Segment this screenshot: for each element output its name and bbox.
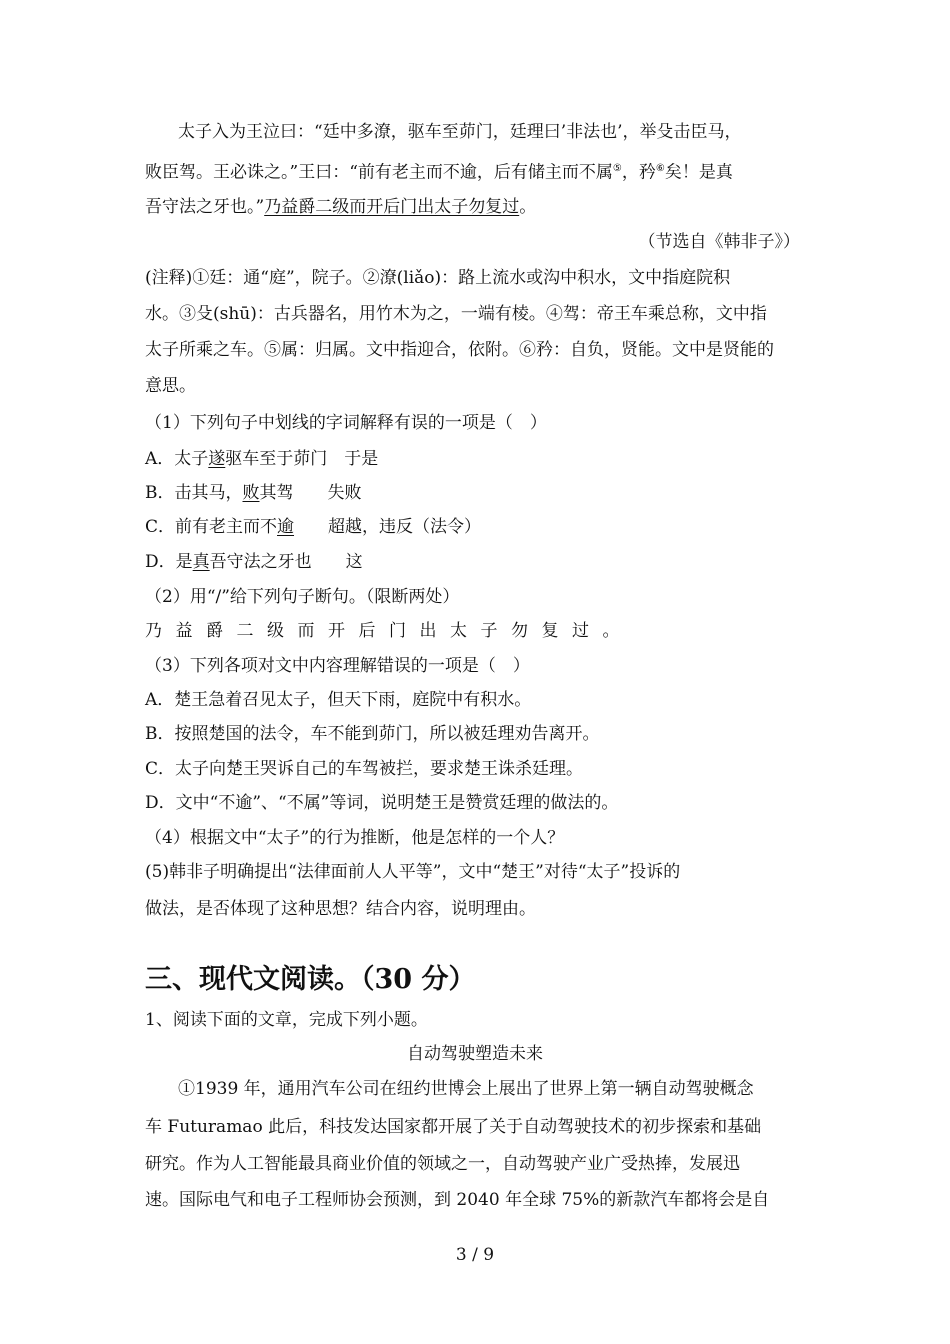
underlined-word: 真	[192, 552, 210, 572]
section-instruction: 1、阅读下面的文章，完成下列小题。	[145, 1010, 428, 1030]
question-1-option-d	[145, 551, 363, 573]
passage-line-2	[145, 158, 733, 184]
option-text: 超越，违反（法令）	[294, 517, 482, 537]
footnote-marker: ⑤	[612, 163, 622, 174]
passage-text: 吾守法之牙也。”	[145, 197, 265, 217]
question-3-option-c: C．太子向楚王哭诉自己的车驾被拦，要求楚王诛杀廷理。	[145, 759, 584, 779]
passage-text: 矣！是真	[664, 162, 733, 183]
question-2-sentence: 乃益爵二级而开后门出太子勿复过。	[145, 621, 633, 641]
question-3: （3）下列各项对文中内容理解错误的一项是（ ）	[145, 656, 530, 676]
notes-line-2: 水。③殳(shū)：古兵器名，用竹木为之，一端有棱。④驾：帝王车乘总称，文中指	[145, 304, 767, 324]
passage-text: 败臣驾。王必诛之。”王曰：“前有老主而不逾，后有储主而不属	[145, 162, 613, 183]
question-5-line-2: 做法，是否体现了这种思想？结合内容，说明理由。	[145, 899, 536, 919]
question-1-option-c	[145, 516, 481, 538]
article-line-4: 速。国际电气和电子工程师协会预测，到 2040 年全球 75%的新款汽车都将会是自	[145, 1190, 770, 1210]
underlined-word: 遂	[208, 449, 226, 469]
option-text: 驱车至于茆门 于是	[225, 449, 379, 469]
question-4: （4）根据文中“太子”的行为推断，他是怎样的一个人？	[145, 828, 565, 848]
question-5-line-1: (5)韩非子明确提出“法律面前人人平等”，文中“楚王”对待“太子”投诉的	[145, 862, 681, 882]
option-text: B．击其马，	[145, 483, 243, 503]
question-3-option-a: A．楚王急着召见太子，但天下雨，庭院中有积水。	[145, 690, 532, 710]
notes-line-4: 意思。	[145, 376, 196, 396]
article-title: 自动驾驶塑造未来	[407, 1044, 543, 1064]
underlined-sentence: 乃益爵二级而开后门出太子勿复过	[264, 197, 520, 217]
question-1-option-b	[145, 482, 362, 504]
question-3-option-b: B．按照楚国的法令，车不能到茆门，所以被廷理劝告离开。	[145, 724, 600, 744]
option-text: D．是	[145, 552, 193, 572]
notes-line-3: 太子所乘之车。⑤属：归属。文中指迎合，依附。⑥矜：自负，贤能。文中是贤能的	[145, 340, 774, 360]
question-1-option-a	[145, 448, 378, 470]
notes-line-1: (注释)①廷：通“庭”，院子。②潦(liǎo)：路上流水或沟中积水，文中指庭院积	[145, 268, 731, 288]
question-3-option-d: D．文中“不逾”、“不属”等词，说明楚王是赞赏廷理的做法的。	[145, 793, 619, 813]
underlined-word: 逾	[277, 517, 295, 537]
option-text: 吾守法之牙也 这	[209, 552, 363, 572]
article-line-2: 车 Futuramao 此后，科技发达国家都开展了关于自动驾驶技术的初步探索和基础	[145, 1117, 762, 1137]
option-text: C．前有老主而不	[145, 517, 278, 537]
article-line-1: ①1939 年，通用汽车公司在纽约世博会上展出了世界上第一辆自动驾驶概念	[178, 1079, 754, 1099]
underlined-word: 败	[242, 483, 260, 503]
passage-text: 。	[519, 197, 537, 217]
passage-line-3	[145, 196, 536, 218]
question-1: （1）下列句子中划线的字词解释有误的一项是（ ）	[145, 413, 547, 433]
footnote-marker: ⑥	[655, 163, 665, 174]
passage-text: ，矜	[621, 162, 656, 183]
passage-line-1: 太子入为王泣曰：“廷中多潦，驱车至茆门，廷理曰’非法也’，举殳击臣马，	[178, 122, 742, 142]
passage-source: （节选自《韩非子》）	[638, 232, 800, 252]
page-number: 3 / 9	[455, 1245, 495, 1265]
option-text: 其驾 失败	[259, 483, 362, 503]
section-heading: 三、现代文阅读。（30 分）	[145, 964, 476, 995]
question-2: （2）用“/”给下列句子断句。（限断两处）	[145, 587, 460, 607]
article-line-3: 研究。作为人工智能最具商业价值的领域之一，自动驾驶产业广受热捧，发展迅	[145, 1154, 740, 1174]
option-text: A．太子	[145, 449, 209, 469]
